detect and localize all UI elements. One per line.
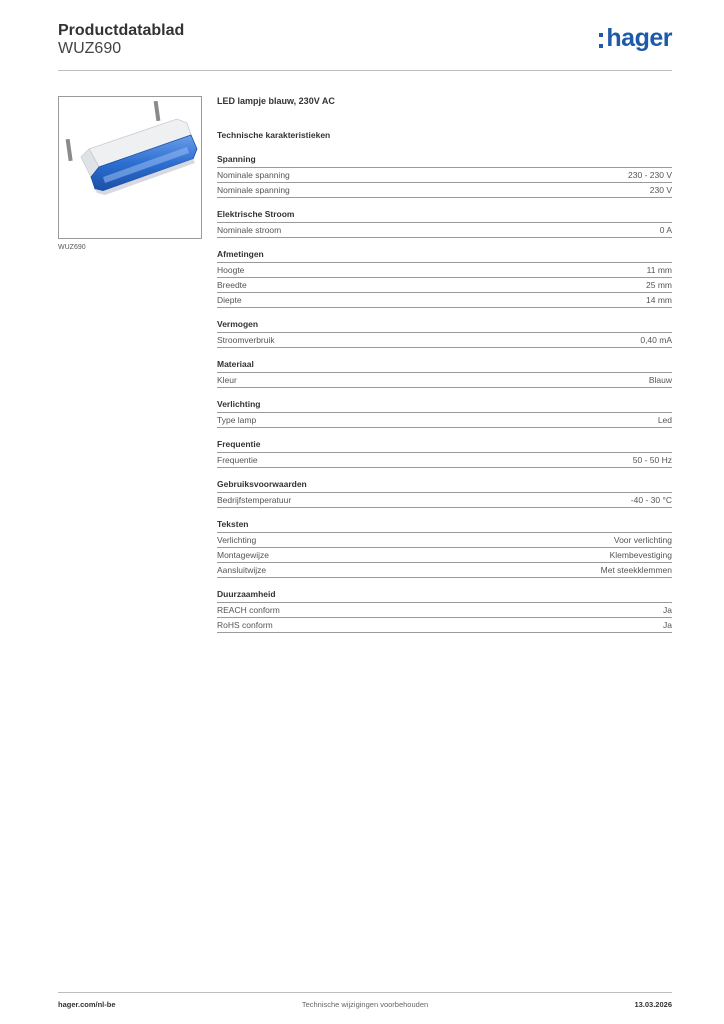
section-title: Gebruiksvoorwaarden: [217, 479, 672, 493]
spec-value: 230 - 230 V: [628, 170, 672, 180]
section-title: Duurzaamheid: [217, 589, 672, 603]
document-footer: [58, 992, 672, 1013]
specs-heading: Technische karakteristieken: [217, 130, 331, 140]
product-specifications: [217, 96, 672, 633]
product-name: LED lampje blauw, 230V AC: [217, 96, 335, 106]
spec-row: [217, 293, 672, 308]
spec-label: Diepte: [217, 295, 242, 305]
spec-label: Aansluitwijze: [217, 565, 267, 575]
spec-row: [217, 333, 672, 348]
section-frequentie: [217, 439, 672, 468]
spec-row: [217, 533, 672, 548]
document-product-code: WUZ690: [58, 40, 122, 57]
hager-logo: [599, 26, 672, 51]
spec-row: [217, 168, 672, 183]
spec-row: [217, 223, 672, 238]
product-image-caption: WUZ690: [58, 244, 86, 251]
spec-row: [217, 278, 672, 293]
spec-row: [217, 373, 672, 388]
spec-value: -40 - 30 °C: [630, 495, 672, 505]
section-vermogen: [217, 319, 672, 348]
section-teksten: [217, 519, 672, 578]
spec-value: 11 mm: [646, 265, 672, 275]
section-title: Frequentie: [217, 439, 672, 453]
section-title: Vermogen: [217, 319, 672, 333]
spec-label: Nominale stroom: [217, 225, 282, 235]
product-image: [58, 96, 202, 239]
spec-label: Verlichting: [217, 535, 257, 545]
spec-row: [217, 563, 672, 578]
section-title: Verlichting: [217, 399, 672, 413]
led-lamp-icon: [59, 97, 201, 238]
spec-value: Klembevestiging: [609, 550, 672, 560]
logo-dots-icon: [599, 33, 603, 48]
spec-label: RoHS conform: [217, 620, 273, 630]
spec-label: Montagewijze: [217, 550, 269, 560]
spec-value: Voor verlichting: [613, 535, 672, 545]
spec-row: [217, 263, 672, 278]
spec-value: Ja: [663, 620, 672, 630]
spec-value: 0,40 mA: [640, 335, 672, 345]
spec-label: Frequentie: [217, 455, 258, 465]
spec-label: Bedrijfstemperatuur: [217, 495, 292, 505]
section-title: Elektrische Stroom: [217, 209, 672, 223]
spec-label: Stroomverbruik: [217, 335, 275, 345]
section-verlichting: [217, 399, 672, 428]
spec-value: 0 A: [659, 225, 672, 235]
spec-row: [217, 453, 672, 468]
logo-wordmark: hager: [606, 24, 672, 52]
section-gebruiksvoorwaarden: [217, 479, 672, 508]
spec-value: 50 - 50 Hz: [632, 455, 672, 465]
spec-row: [217, 183, 672, 198]
spec-label: Nominale spanning: [217, 170, 290, 180]
section-title: Spanning: [217, 154, 672, 168]
section-title: Teksten: [217, 519, 672, 533]
spec-row: [217, 603, 672, 618]
section-title: Afmetingen: [217, 249, 672, 263]
spec-row: [217, 618, 672, 633]
section-spanning: [217, 154, 672, 198]
spec-label: Breedte: [217, 280, 247, 290]
spec-value: Met steekklemmen: [600, 565, 672, 575]
document-header: [58, 22, 672, 71]
spec-value: 230 V: [649, 185, 672, 195]
spec-label: REACH conform: [217, 605, 280, 615]
spec-row: [217, 548, 672, 563]
section-materiaal: [217, 359, 672, 388]
spec-value: Ja: [663, 605, 672, 615]
section-title: Materiaal: [217, 359, 672, 373]
document-title: Productdatablad: [58, 22, 185, 39]
spec-row: [217, 413, 672, 428]
spec-value: 25 mm: [646, 280, 672, 290]
spec-label: Hoogte: [217, 265, 245, 275]
section-duurzaamheid: [217, 589, 672, 633]
section-elektrische-stroom: [217, 209, 672, 238]
spec-label: Type lamp: [217, 415, 257, 425]
footer-website-link[interactable]: hager.com/nl-be: [58, 1000, 116, 1009]
spec-label: Nominale spanning: [217, 185, 290, 195]
spec-value: Blauw: [648, 375, 672, 385]
footer-disclaimer: Technische wijzigingen voorbehouden: [301, 1000, 429, 1009]
section-afmetingen: [217, 249, 672, 308]
spec-label: Kleur: [217, 375, 237, 385]
spec-value: 14 mm: [646, 295, 672, 305]
footer-date: 13.03.2026: [634, 1000, 672, 1009]
spec-value: Led: [657, 415, 672, 425]
spec-row: [217, 493, 672, 508]
